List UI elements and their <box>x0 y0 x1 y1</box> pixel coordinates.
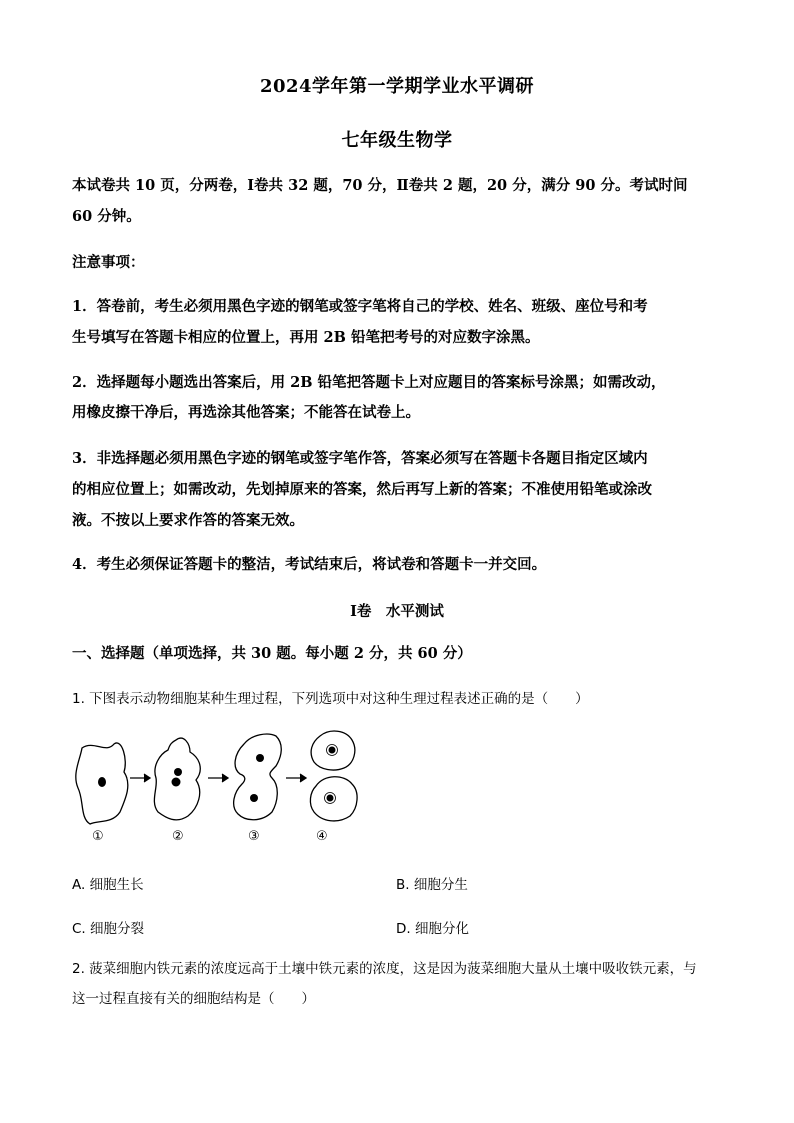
notes-heading: 注意事项： <box>72 254 145 271</box>
question-2-stem-line-1: 2. 菠菜细胞内铁元素的浓度远高于土壤中铁元素的浓度，这是因为菠菜细胞大量从土壤中吸收铁元素，与 <box>72 961 697 977</box>
exam-title: 2024学年第一学期学业水平调研 <box>259 76 535 97</box>
note-3-line-1: 3．非选择题必须用黑色字迹的钢笔或签字笔作答，答案必须写在答题卡各题目指定区域内 <box>72 450 648 467</box>
cell-1-nucleus <box>98 777 106 787</box>
volume-heading: Ⅰ卷 水平测试 <box>350 603 444 620</box>
cell-division-figure <box>72 726 362 851</box>
option-c: C. 细胞分裂 <box>72 921 145 937</box>
cell-3-nucleus-bottom <box>250 794 258 802</box>
note-4-line-1: 4．考生必须保证答题卡的整洁，考试结束后，将试卷和答题卡一并交回。 <box>72 556 547 573</box>
note-1-line-2: 生号填写在答题卡相应的位置上，再用 2B 铅笔把考号的对应数字涂黑。 <box>72 329 540 346</box>
cell-3-nucleus-top <box>256 754 264 762</box>
intro-line-1: 本试卷共 10 页，分两卷，Ⅰ卷共 32 题，70 分，Ⅱ卷共 2 题，20 分，满分 90 分。考试时间 <box>72 177 688 194</box>
figure-label-2: ② <box>172 829 184 844</box>
part-heading: 一、选择题（单项选择，共 30 题。每小题 2 分，共 60 分） <box>72 645 472 662</box>
note-3-line-3: 液。不按以上要求作答的答案无效。 <box>72 512 304 529</box>
cell-4-nucleus-bottom <box>327 795 334 802</box>
note-2-line-1: 2．选择题每小题选出答案后，用 2B 铅笔把答题卡上对应题目的答案标号涂黑；如需改动， <box>72 374 666 391</box>
figure-label-3: ③ <box>248 829 260 844</box>
intro-line-2: 60 分钟。 <box>72 208 141 225</box>
cell-4-bottom-outline <box>310 777 357 821</box>
option-a: A. 细胞生长 <box>72 877 144 893</box>
cell-2-nucleus-bottom <box>172 778 181 787</box>
note-3-line-2: 的相应位置上；如需改动，先划掉原来的答案，然后再写上新的答案；不准使用铅笔或涂改 <box>72 481 652 498</box>
cell-2-nucleus-top <box>174 768 182 776</box>
option-b: B. 细胞分生 <box>396 877 468 893</box>
option-d: D. 细胞分化 <box>396 921 469 937</box>
question-2-stem-line-2: 这一过程直接有关的细胞结构是（ ） <box>72 991 315 1007</box>
cell-4-nucleus-top <box>329 747 336 754</box>
figure-label-1: ① <box>92 829 104 844</box>
note-1-line-1: 1．答卷前，考生必须用黑色字迹的钢笔或签字笔将自己的学校、姓名、班级、座位号和考 <box>72 298 648 315</box>
cell-3-outline <box>234 734 282 820</box>
exam-subject: 七年级生物学 <box>341 130 453 151</box>
figure-label-4: ④ <box>316 829 328 844</box>
note-2-line-2: 用橡皮擦干净后，再选涂其他答案；不能答在试卷上。 <box>72 404 420 421</box>
question-1-stem: 1. 下图表示动物细胞某种生理过程，下列选项中对这种生理过程表述正确的是（ ） <box>72 691 589 707</box>
